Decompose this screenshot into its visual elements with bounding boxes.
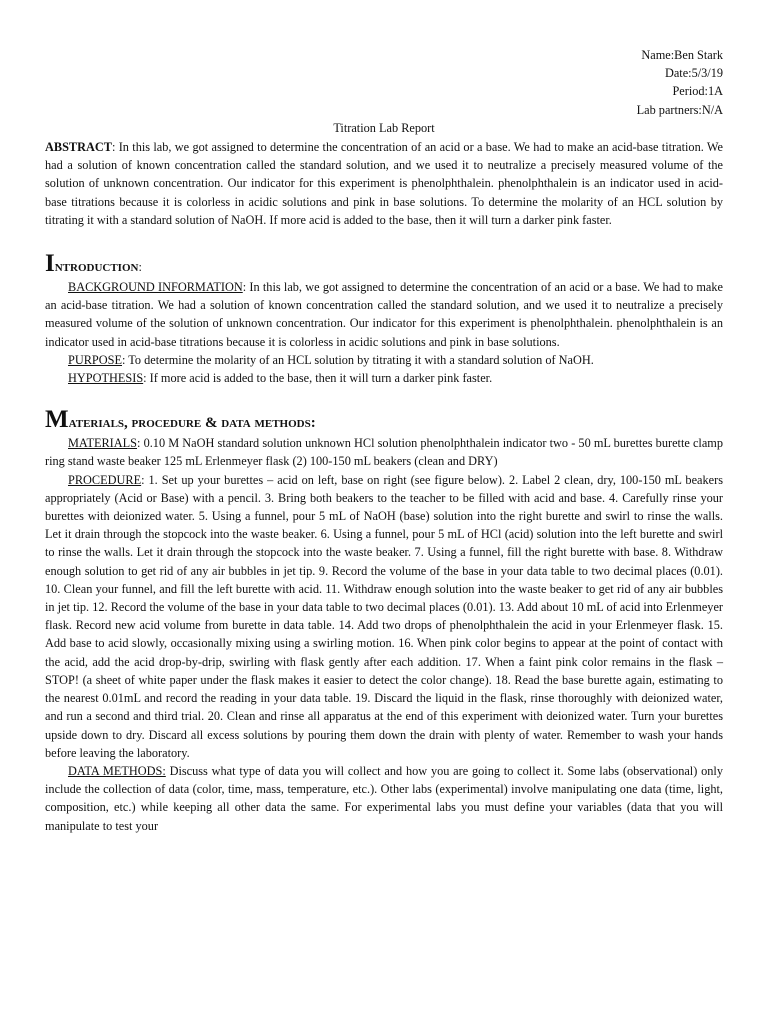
class-period: Period:1A [672,84,723,99]
data-methods-paragraph [45,762,723,835]
procedure-paragraph [45,471,723,762]
student-name: Name:Ben Stark [641,48,723,62]
hypothesis-paragraph [45,369,723,387]
report-date: Date:5/3/19 [664,66,723,81]
background-text: : In this lab, we got assigned to determine the concentration of an acid or a base. We had to make an acid-base titration. We had a solution of known concentration called the standard solution, and we used it to neutralize a precisely measured volume of the solution of unknown concentration. Our indicator for this experiment is phenolphthalein. phenolphthalein is an indicator used in acid-base titrations because it is colorless in acidic solutions and pink in base solutions. [45,280,723,349]
data-methods-text: Discuss what type of data you will collect and how you are going to collect it. Some labs (observational) only include the collection of data (color, time, mass, temperature, etc.). Other labs (experimental) involve manipulating one data (time, light, composition, etc.) while keeping all other data the same. For experimental labs you must define your variables (data that you will manipulate to test your [45,763,723,833]
procedure-text: : 1. Set up your burettes – acid on left, base on right (see figure below). 2. Label 2 clean, dry, 100-150 mL beakers appropriately (Acid or Base) with a pencil. 3. Bring both beakers to the teacher to be filled with acid and base. 4. Carefully rinse your burettes with deionized water. 5. Using a funnel, pour 5 mL of NaOH (base) solution into the right burette and swirl to rinse the walls. Let it drain through the stopcock into the waste beaker. 6. Using a funnel, pour 5 mL of HCl (acid) solution into the left burette and swirl to rinse the walls. Let it drain through the stopcock into the waste beaker. 7. Using a funnel, fill the right burette with base. 8. Withdraw enough solution to get rid of any air bubbles in jet tip. 9. Record the volume of the base in your data table to two decimal places (0.01). 10. Clean your funnel, and fill the left burette with acid. 11. Withdraw enough solution into the waste beaker to get rid of any air bubbles in jet tip. 12. Record the volume of the base in your data table to two decimal places (0.01). 13. Add about 10 mL of acid into Erlenmeyer flask. Record new acid volume from burette in data table. 14. Add two drops of phenolphthalein the acid in your Erlenmeyer flask. 15. Add base to acid slowly, occasionally mixing using a swirling motion. 16. When pink color begins to appear at the point of contact with the acid, add the acid drop-by-drip, swirling with flask gently after each addition. 17. When a faint pink color remains in the flask – STOP! (a sheet of white paper under the flask makes it easier to detect the color change). 18. Read the base burette again, estimating to the nearest 0.01mL and record the reading in your data table. 19. Discard the liquid in the flask, rinse thoroughly with deionized water, and run a second and third trial. 20. Clean and rinse all apparatus at the end of this experiment with deionized water. Turn your burettes upside down to dry. Discard all excess solutions by pouring them down the drain with plenty of water. Remember to wash your hands before leaving the laboratory. [45,472,723,760]
hypothesis-text: : If more acid is added to the base, then it will turn a darker pink faster. [143,371,493,386]
header-block [45,46,723,119]
document-page [45,46,723,835]
abstract-paragraph [45,138,723,229]
lab-partners: Lab partners:N/A [636,102,723,117]
abstract-label: ABSTRACT [45,140,112,155]
methods-heading: Materials, procedure & data methods: [45,406,316,434]
materials-text: : 0.10 M NaOH standard solution unknown HCl solution phenolphthalein indicator two - 50 mL burettes burette clamp ring stand waste beaker 125 mL Erlenmeyer flask (2) 100-150 mL beakers (clean and DRY) [45,436,723,469]
purpose-paragraph [45,351,723,369]
purpose-label: PURPOSE [68,352,122,367]
materials-paragraph [45,434,723,470]
introduction-heading: Introduction: [45,250,142,278]
background-label: BACKGROUND INFORMATION [68,280,243,295]
materials-label: MATERIALS [68,436,138,451]
purpose-text: : To determine the molarity of an HCL solution by titrating it with a standard solution of NaOH. [122,352,594,367]
abstract-text: : In this lab, we got assigned to determine the concentration of an acid or a base. We had to make an acid-base titration. We had a solution of known concentration called the standard solution, and we used it to neutralize a precisely measured volume of the solution of unknown concentration. Our indicator for this experiment is phenolphthalein. phenolphthalein is an indicator used in acid-base titrations because it is colorless in acidic solutions and pink in base solutions. To determine the molarity of an HCL solution by titrating it with a standard solution of NaOH. If more acid is added to the base, then it will turn a darker pink faster. [45,140,723,227]
procedure-label: PROCEDURE [68,472,142,487]
report-title: Titration Lab Report [333,120,435,135]
background-paragraph [45,278,723,351]
hypothesis-label: HYPOTHESIS [68,371,144,386]
data-methods-label: DATA METHODS: [68,763,166,778]
